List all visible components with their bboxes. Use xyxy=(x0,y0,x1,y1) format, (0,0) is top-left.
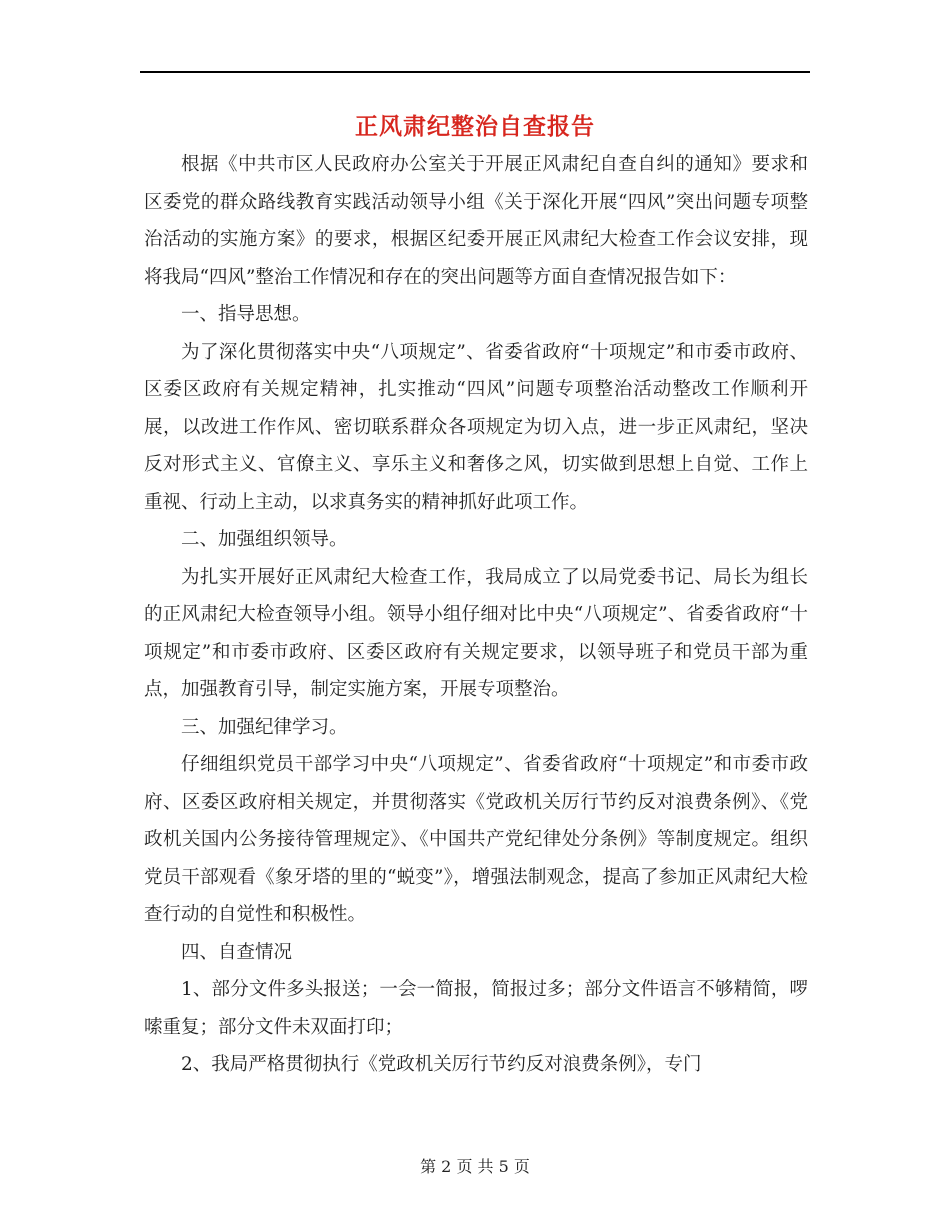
section-heading-1: 一、指导思想。 xyxy=(181,304,311,325)
list-item-1: 1、部分文件多头报送；一会一简报，简报过多；部分文件语言不够精简，啰嗦重复；部分文件未双面打印； xyxy=(144,979,808,1038)
header-rule xyxy=(140,71,810,73)
document-body xyxy=(144,146,808,1084)
document-title: 正风肃纪整治自查报告 xyxy=(355,113,595,140)
section-heading-4: 四、自查情况 xyxy=(181,941,293,963)
paragraph-guiding-ideology: 为了深化贯彻落实中央“八项规定”、省委省政府“十项规定”和市委市政府、区委区政府有关规定精神，扎实推动“四风”问题专项整治活动整改工作顺利开展，以改进工作作风、密切联系群众各项规定为切入点，进一步正风肃纪，坚决反对形式主义、官僚主义、享乐主义和奢侈之风，切实做到思想上自觉、工作上重视、行动上主动，以求真务实的精神抓好此项工作。 xyxy=(144,341,808,513)
page-number-footer: 第 2 页 共 5 页 xyxy=(420,1157,530,1176)
paragraph-discipline-study: 仔细组织党员干部学习中央“八项规定”、省委省政府“十项规定”和市委市政府、区委区政府相关规定，并贯彻落实《党政机关厉行节约反对浪费条例》、《党政机关国内公务接待管理规定》、《中国共产党纪律处分条例》等制度规定。组织党员干部观看《象牙塔的里的“蜕变”》，增强法制观念，提高了参加正风肃纪大检查行动的自觉性和积极性。 xyxy=(144,754,808,925)
paragraph-intro: 根据《中共市区人民政府办公室关于开展正风肃纪自查自纠的通知》要求和区委党的群众路线教育实践活动领导小组《关于深化开展“四风”突出问题专项整治活动的实施方案》的要求，根据区纪委开展正风肃纪大检查工作会议安排，现将我局“四风”整治工作情况和存在的突出问题等方面自查情况报告如下： xyxy=(144,154,808,288)
section-heading-2: 二、加强组织领导。 xyxy=(181,529,348,550)
section-heading-3: 三、加强纪律学习。 xyxy=(181,716,348,738)
list-item-2: 2、我局严格贯彻执行《党政机关厉行节约反对浪费条例》，专门 xyxy=(181,1054,702,1075)
paragraph-leadership: 为扎实开展好正风肃纪大检查工作，我局成立了以局党委书记、局长为组长的正风肃纪大检查领导小组。领导小组仔细对比中央“八项规定”、省委省政府“十项规定”和市委市政府、区委区政府有关规定要求，以领导班子和党员干部为重点，加强教育引导，制定实施方案，开展专项整治。 xyxy=(144,566,808,700)
